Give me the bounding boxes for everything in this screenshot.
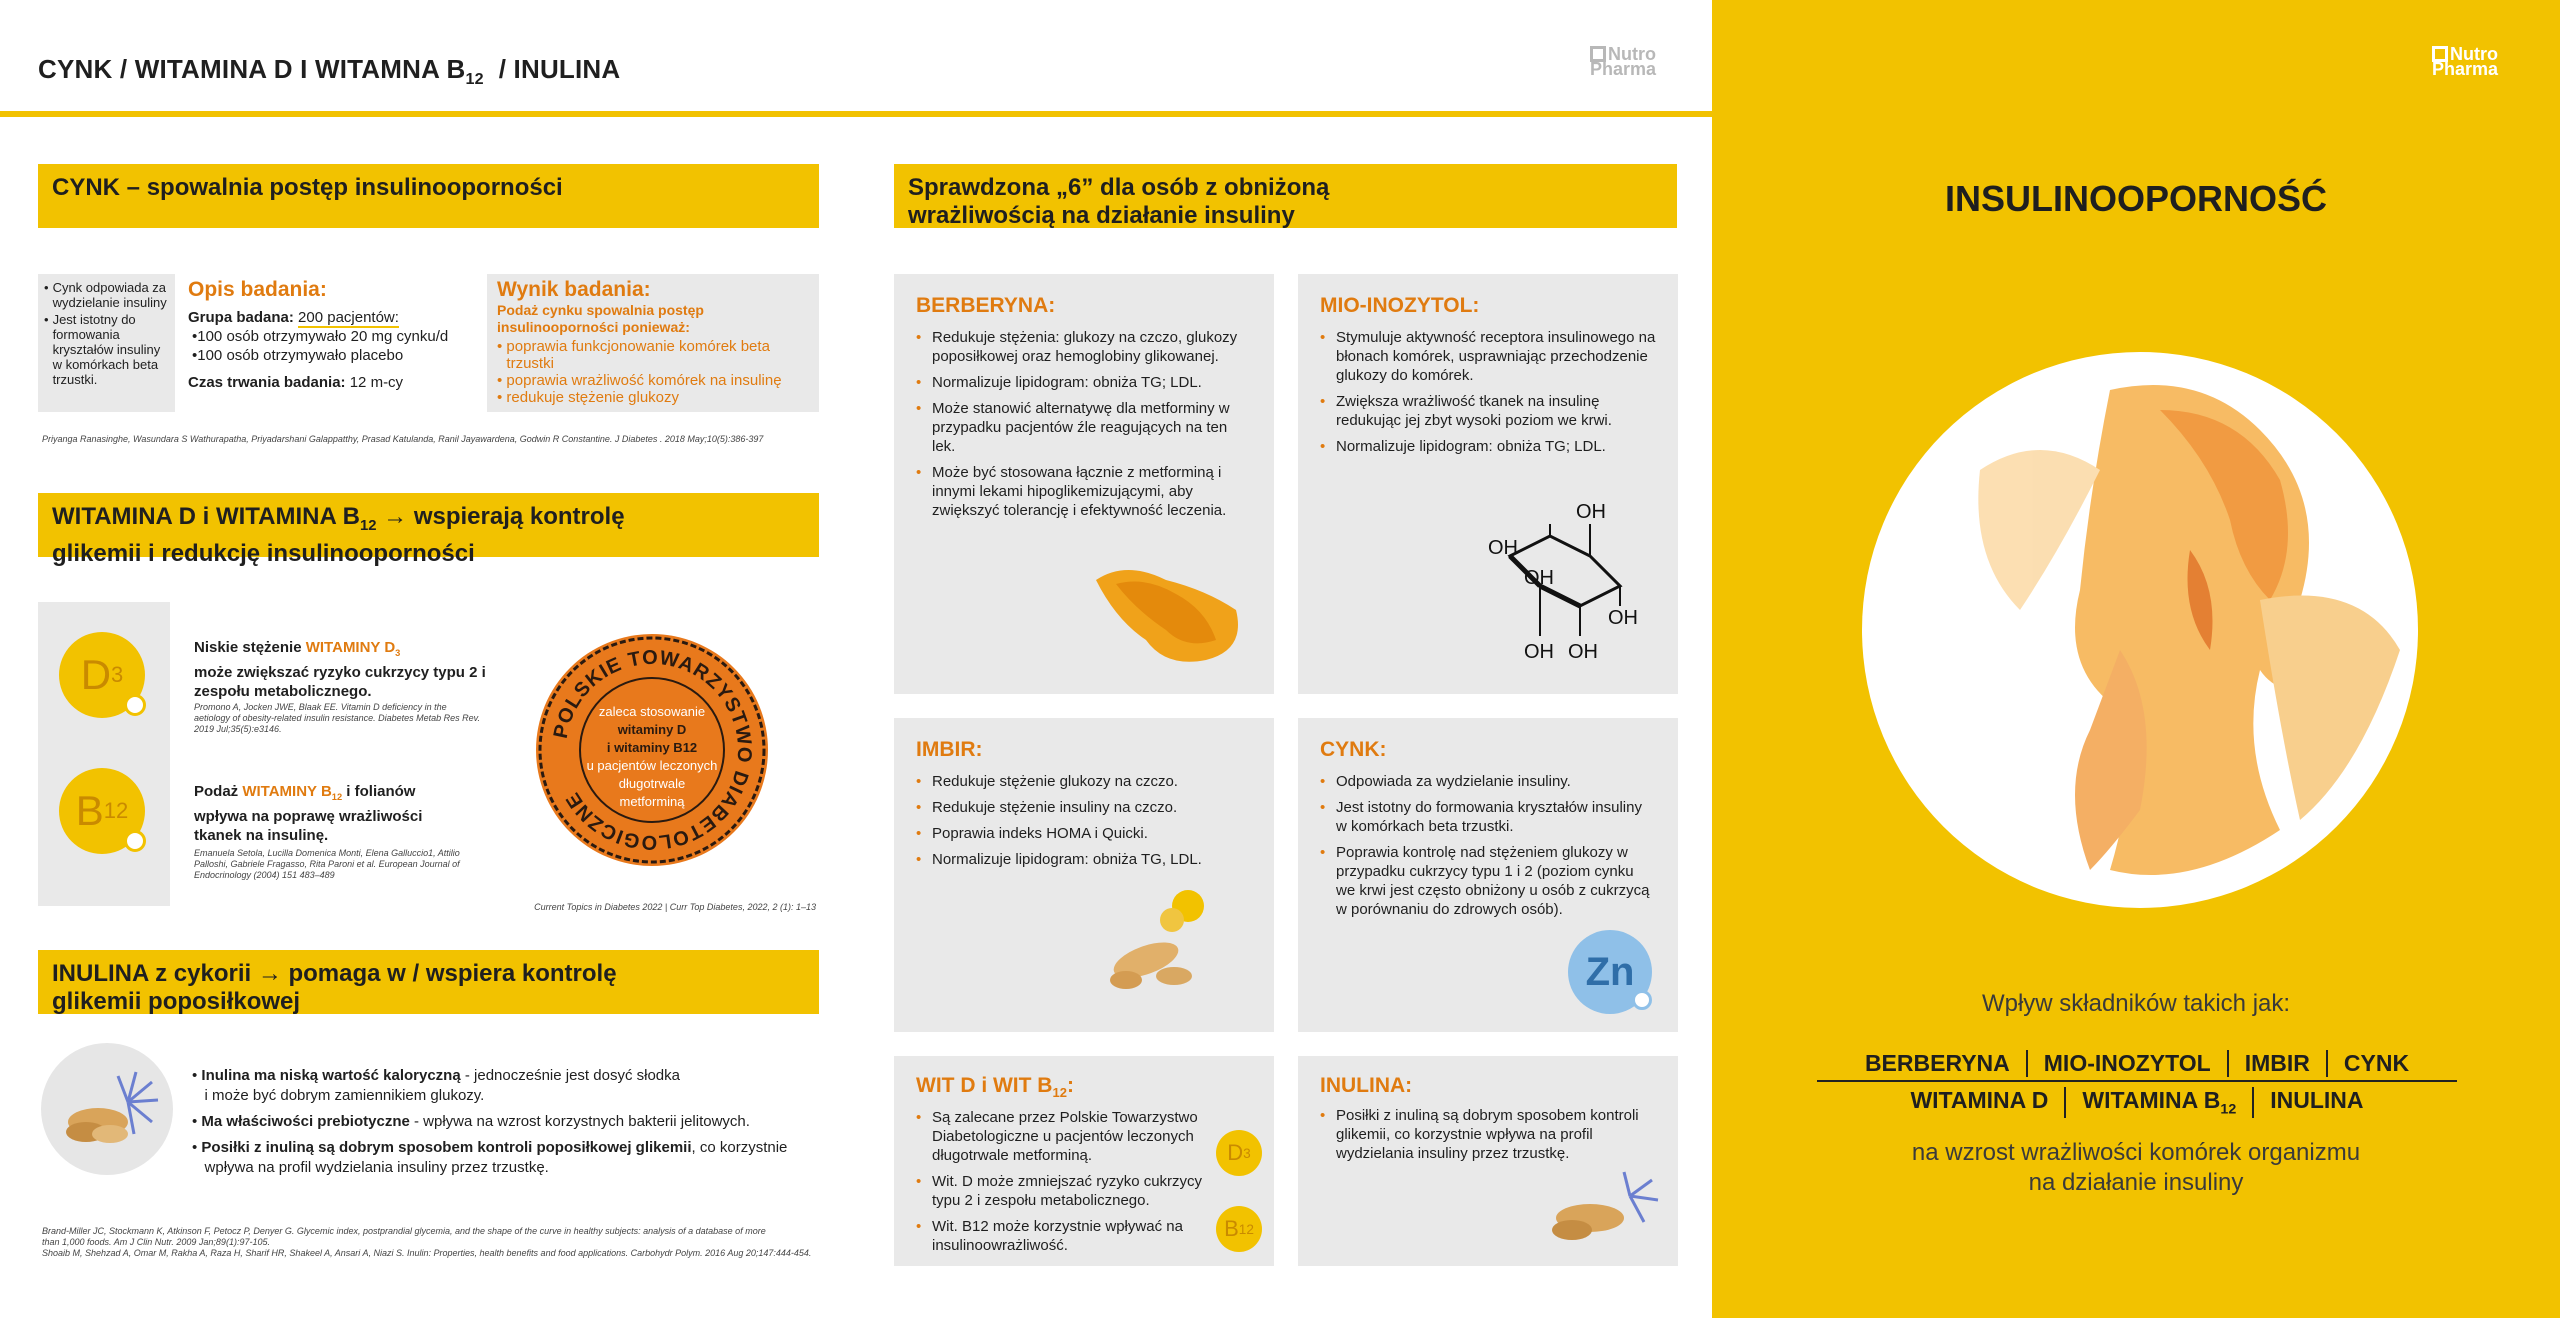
ingredient-label: WITAMINA D xyxy=(1910,1087,2049,1113)
ingredient-label: WITAMINA $B_{12}$ xyxy=(2064,1087,2252,1118)
list-item: • Normalizuje lipidogram: obniża TG, LDL. xyxy=(916,850,1252,869)
b12-icon: B 12 xyxy=(59,768,145,854)
cynk-bullets xyxy=(38,274,175,412)
right-title: INSULINOOPORNOŚĆ xyxy=(1944,178,2328,219)
ingredient-label: MIO-INOZYTOL xyxy=(2026,1050,2227,1077)
ingredient-label: CYNK xyxy=(2326,1050,2425,1077)
d3-icon: D 3 xyxy=(59,632,145,718)
ingredients-row-1 xyxy=(1817,1050,2457,1082)
stamp-reference: Current Topics in Diabetes 2022 | Curr Top Diabetes, 2022, 2 (1): 1–13 xyxy=(534,902,816,912)
list-item: • Redukuje stężenia: glukozy na czczo, glukozy poposiłkowej oraz hemoglobiny glikowanej. xyxy=(916,328,1252,366)
brand-logo: Nutro Pharma xyxy=(1590,44,1657,79)
zn-drop-icon xyxy=(1632,990,1652,1010)
list-item: • Poprawia kontrolę nad stężeniem glukozy w przypadku cukrzycy typu 1 i 2 (poziom cynku we krwi jest często obniżony u osób z cukrzycą w porównaniu do zdrowych osób). xyxy=(1320,843,1656,919)
card-berberyna: BERBERYNA: • Redukuje stężenia: glukozy na czczo, glukozy poposiłkowej oraz hemoglobiny glikowanej. • Normalizuje lipidogram: obniża TG; LDL. • Może stanowić alternatywę dla metforminy w przypadku pacjentów źle reagujących na ten lek. • Może być stosowana łącznie z metforminą i innymi lekami hipoglikemizującymi, aby zwiększyć tolerancję i efektywność leczenia. xyxy=(894,274,1274,694)
inulina-bullet: • Inulina ma niską wartość kaloryczną - jednocześnie jest dosyć słodka i może być dobrym zamiennikiem glukozy. xyxy=(192,1067,680,1104)
woman-silhouette-image xyxy=(1860,350,2420,910)
vitd-reference: Promono A, Jocken JWE, Blaak EE. Vitamin D deficiency in the aetiology of obesity-related insulin resistance. Diabetes Metab Res Rev. 2019 Jul;35(5):e3146. xyxy=(194,702,480,734)
witd-heading: WITAMINA D i WITAMINA $B_{12}$ → wspierają kontrolę glikemii i redukcję insulinooporności xyxy=(38,493,819,557)
right-intro: Wpływ składników takich jak: xyxy=(1981,990,2291,1017)
wynik-badania: Wynik badania: Podaż cynku spowalnia postęp insulinooporności ponieważ: • poprawia funkcjonowanie komórek beta trzustki • poprawia wrażliwość komórek na insulinę • redukuje stężenie glukozy xyxy=(487,274,819,412)
inulina-bullets xyxy=(192,1066,822,1178)
wynik-title: Wynik badania: xyxy=(497,278,651,301)
cynk-bullet: • Cynk odpowiada za wydzielanie insuliny xyxy=(44,280,167,310)
inulina-bullet: • Ma właściwości prebiotyczne - wpływa na wzrost korzystnych bakterii jelitowych. xyxy=(192,1113,750,1130)
list-item: • Poprawia indeks HOMA i Quicki. xyxy=(916,824,1252,843)
inulina-bullet: • Posiłki z inuliną są dobrym sposobem kontroli poposiłkowej glikemii, co korzystnie wpływa na profil wydzielania insuliny przez trzustkę. xyxy=(192,1139,788,1176)
list-item: • Może stanowić alternatywę dla metforminy w przypadku pacjentów źle reagujących na ten lek. xyxy=(916,399,1252,456)
right-outro: na wzrost wrażliwości komórek organizmu na działanie insuliny xyxy=(1911,1139,2361,1196)
list-item: • Jest istotny do formowania kryształów insuliny w komórkach beta trzustki. xyxy=(1320,798,1656,836)
inulina-heading: INULINA z cykorii → pomaga w / wspiera kontrolę glikemii poposiłkowej xyxy=(38,950,819,1014)
list-item: • Zwiększa wrażliwość tkanek na insulinę redukując jej zbyt wysoki poziom we krwi. xyxy=(1320,392,1656,430)
svg-text:OH: OH xyxy=(1568,641,1598,663)
zn-icon: Zn xyxy=(1568,930,1652,1014)
list-item: • Redukuje stężenie glukozy na czczo. xyxy=(916,772,1252,791)
list-item: • Normalizuje lipidogram: obniża TG; LDL. xyxy=(1320,437,1656,456)
ingredient-label: BERBERYNA xyxy=(1864,1050,2010,1076)
list-item: • Wit. B12 może korzystnie wpływać na insulinoowrażliwość. xyxy=(916,1217,1206,1255)
stamp-line: metforminą xyxy=(619,794,685,809)
card-cynk: CYNK: • Odpowiada za wydzielanie insuliny. • Jest istotny do formowania kryształów insuliny w komórkach beta trzustki. • Poprawia kontrolę nad stężeniem glukozy w przypadku cukrzycy typu 1 i 2 (poziom cynku we krwi jest często obniżony u osób z cukrzycą w porównaniu do zdrowych osób). xyxy=(1298,718,1678,1032)
list-item: • Odpowiada za wydzielanie insuliny. xyxy=(1320,772,1656,791)
svg-text:OH: OH xyxy=(1524,567,1554,589)
brand-logo-white: Nutro Pharma xyxy=(2432,44,2499,79)
stamp-ring-text: POLSKIE TOWARZYSTWO DIABETOLOGICZNE xyxy=(549,646,756,854)
header-divider xyxy=(0,111,1712,117)
cynk-bullet: • Jest istotny do formowania kryształów insuliny w komórkach beta trzustki. xyxy=(44,312,161,387)
berberine-powder-image xyxy=(1086,550,1256,670)
b12-drop-icon xyxy=(124,830,146,852)
stamp-line: zaleca stosowanie xyxy=(598,704,706,719)
vitb12-reference: Emanuela Setola, Lucilla Domenica Monti, Elena Galluccio1, Attilio Palloshi, Gabriele Fragasso, Rita Paroni et al. European Journal of Endocrinology (2004) 151 483–489 xyxy=(194,848,460,880)
chicory-small-image xyxy=(1540,1166,1666,1250)
list-item: • Może być stosowana łącznie z metforminą i innymi lekami hipoglikemizującymi, aby zwiększyć tolerancję i efektywność leczenia. xyxy=(916,463,1252,520)
card-mio-inozytol: MIO-INOZYTOL: • Stymuluje aktywność receptora insulinowego na błonach komórek, usprawniając przechodzenie glukozy do komórek. • Zwiększa wrażliwość tkanek na insulinę redukując jej zbyt wysoki poziom we krwi. • Normalizuje lipidogram: obniża TG; LDL. xyxy=(1298,274,1678,694)
svg-text:OH: OH xyxy=(1608,607,1638,629)
svg-text:OH: OH xyxy=(1488,537,1518,559)
stamp-line: i witaminy B12 xyxy=(606,740,698,755)
opis-badania: Opis badania: Grupa badana: 200 pacjentów: •100 osób otrzymywało 20 mg cynku/d •100 osób otrzymywało placebo Czas trwania badania: 12 m-cy xyxy=(188,278,478,392)
cynk-reference: Priyanga Ranasinghe, Wasundara S Wathurapatha, Priyadarshani Galappatthy, Prasad Katulanda, Ranil Jayawardena, Godwin R Constantine. J Diabetes . 2018 May;10(5):386-397 xyxy=(42,434,764,444)
list-item: • Posiłki z inuliną są dobrym sposobem kontroli glikemii, co korzystnie wpływa na profil wydzielania insuliny przez trzustkę. xyxy=(1320,1106,1656,1163)
list-item: • Redukuje stężenie insuliny na czczo. xyxy=(916,798,1252,817)
page-title: CYNK / WITAMINA D I WITAMNA $B_{12}$ / INULINA xyxy=(38,54,621,89)
vitb12-text: Podaż WITAMINY $B_{12}$ i folianów wpływa na poprawę wrażliwości tkanek na insulinę. xyxy=(194,783,423,844)
vitd-text: Niskie stężenie WITAMINY $D_3$ może zwiększać ryzyko cukrzycy typu 2 i zespołu metabolicznego. xyxy=(194,639,486,700)
ingredients-table xyxy=(1817,1050,2457,1118)
stamp-line: witaminy D xyxy=(617,722,687,737)
ingredients-row-2 xyxy=(1817,1082,2457,1118)
card-witd: WIT D i WIT $B_{12}$: • Są zalecane przez Polskie Towarzystwo Diabetologiczne u pacjentów leczonych długotrwale metforminą. • Wit. D może zmniejszać ryzyko cukrzycy typu 2 i zespołu metabolicznego. • Wit. B12 może korzystnie wpływać na insulinoowrażliwość. xyxy=(894,1056,1274,1266)
svg-text:OH: OH xyxy=(1576,501,1606,523)
stamp-line: długotrwale xyxy=(618,776,686,791)
six-heading: Sprawdzona „6” dla osób z obniżoną wrażliwością na działanie insuliny xyxy=(894,164,1677,228)
list-item: • Wit. D może zmniejszać ryzyko cukrzycy typu 2 i zespołu metabolicznego. xyxy=(916,1172,1206,1210)
list-item: • Stymuluje aktywność receptora insulinowego na błonach komórek, usprawniając przechodzenie glukozy do komórek. xyxy=(1320,328,1656,385)
inulina-reference: Brand-Miller JC, Stockmann K, Atkinson F, Petocz P, Denyer G. Glycemic index, postprandial glycemia, and the shape of the curve in healthy subjects: analysis of a database of more than 1,000 foods. Am J Clin Nutr. 2009 Jan;89(1):97-105. Shoaib M, Shehzad A, Omar M, Rakha A, Raza H, Sharif HR, Shakeel A, Ansari A, Niazi S. Inulin: Properties, health benefits and food applications. Carbohydr Polym. 2016 Aug 20;147:444-454. xyxy=(42,1226,812,1258)
opis-title: Opis badania: xyxy=(188,278,327,301)
chicory-root-image xyxy=(40,1042,174,1176)
b12-small-icon: B 12 xyxy=(1216,1206,1262,1252)
card-inulina: INULINA: • Posiłki z inuliną są dobrym sposobem kontroli glikemii, co korzystnie wpływa na profil wydzielania insuliny przez trzustkę. xyxy=(1298,1056,1678,1266)
d3-drop-icon xyxy=(124,694,146,716)
cynk-heading: CYNK – spowalnia postęp insulinooporności xyxy=(38,164,819,228)
stamp-line: u pacjentów leczonych xyxy=(586,758,718,773)
ingredient-label: IMBIR xyxy=(2227,1050,2326,1077)
d3-small-icon: D 3 xyxy=(1216,1130,1262,1176)
ginger-image xyxy=(1096,880,1226,1010)
list-item: • Są zalecane przez Polskie Towarzystwo Diabetologiczne u pacjentów leczonych długotrwale metforminą. xyxy=(916,1108,1206,1165)
inositol-structure xyxy=(1480,496,1660,666)
list-item: • Normalizuje lipidogram: obniża TG; LDL. xyxy=(916,373,1252,392)
ptd-stamp xyxy=(532,630,772,870)
right-page xyxy=(1712,0,2560,1318)
ingredient-label: INULINA xyxy=(2252,1087,2379,1118)
svg-text:OH: OH xyxy=(1524,641,1554,663)
card-imbir: IMBIR: • Redukuje stężenie glukozy na czczo. • Redukuje stężenie insuliny na czczo. • Poprawia indeks HOMA i Quicki. • Normalizuje lipidogram: obniża TG, LDL. xyxy=(894,718,1274,1032)
